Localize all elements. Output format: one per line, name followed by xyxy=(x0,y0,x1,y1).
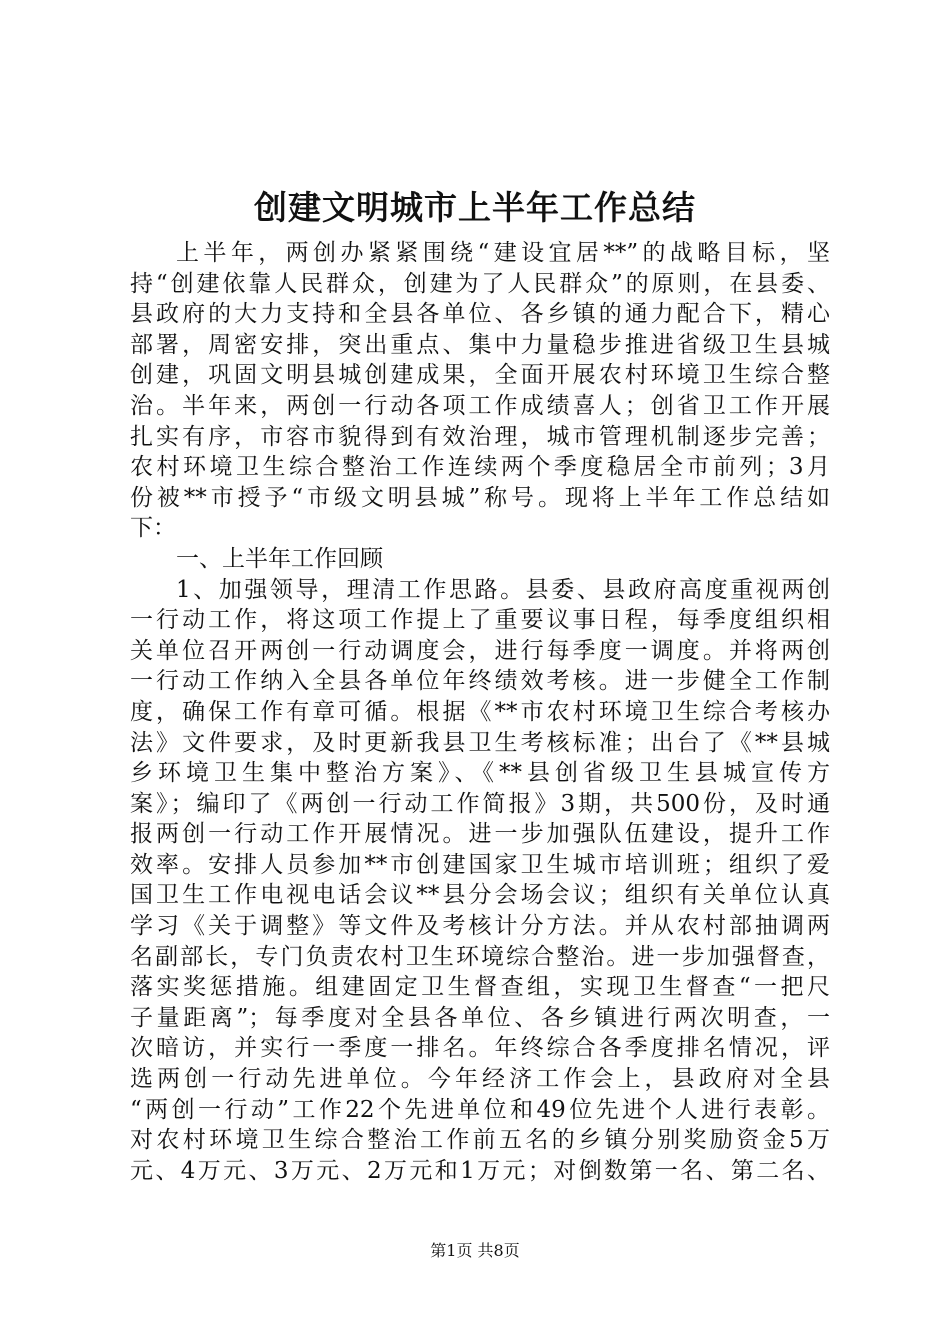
paragraph-line: 案》；编印了《两创一行动工作简报》3期，共500份，及时通 xyxy=(130,790,830,817)
paragraph-line: 乡环境卫生集中整治方案》、《**县创省级卫生县城宣传方 xyxy=(130,760,830,787)
paragraph-line: 一行动工作，将这项工作提上了重要议事日程，每季度组织相 xyxy=(130,607,830,634)
paragraph-line: 扎实有序，市容市貌得到有效治理，城市管理机制逐步完善； xyxy=(130,423,830,450)
paragraph-line: 部署，周密安排，突出重点、集中力量稳步推进省级卫生县城 xyxy=(130,331,830,358)
paragraph-line: 1、加强领导，理清工作思路。县委、县政府高度重视两创 xyxy=(176,576,830,603)
paragraph-line: 创建，巩固文明县城创建成果，全面开展农村环境卫生综合整 xyxy=(130,362,830,389)
paragraph-line: 下： xyxy=(130,515,176,542)
paragraph-line: 法》文件要求，及时更新我县卫生考核标准；出台了《**县城 xyxy=(130,729,830,756)
paragraph-line: “两创一行动”工作22个先进单位和49位先进个人进行表彰。 xyxy=(130,1096,830,1123)
paragraph-line: 持“创建依靠人民群众，创建为了人民群众”的原则，在县委、 xyxy=(130,270,830,297)
paragraph-line: 次暗访，并实行一季度一排名。年终综合各季度排名情况，评 xyxy=(130,1035,830,1062)
section-heading: 一、上半年工作回顾 xyxy=(176,545,383,572)
paragraph-line: 对农村环境卫生综合整治工作前五名的乡镇分别奖励资金5万 xyxy=(130,1127,830,1154)
paragraph-line: 关单位召开两创一行动调度会，进行每季度一调度。并将两创 xyxy=(130,637,830,664)
paragraph-line: 选两创一行动先进单位。今年经济工作会上，县政府对全县 xyxy=(130,1066,830,1093)
paragraph-line: 报两创一行动工作开展情况。进一步加强队伍建设，提升工作 xyxy=(130,821,830,848)
paragraph-line: 国卫生工作电视电话会议**县分会场会议；组织有关单位认真 xyxy=(130,882,830,909)
paragraph-line: 上半年，两创办紧紧围绕“建设宜居**”的战略目标，坚 xyxy=(176,240,830,266)
paragraph-line: 治。半年来，两创一行动各项工作成绩喜人；创省卫工作开展 xyxy=(130,392,830,419)
paragraph-line: 子量距离”；每季度对全县各单位、各乡镇进行两次明查，一 xyxy=(130,1004,830,1031)
document-body xyxy=(130,238,830,1186)
paragraph-line: 学习《关于调整》等文件及考核计分方法。并从农村部抽调两 xyxy=(130,913,830,940)
paragraph-line: 效率。安排人员参加**市创建国家卫生城市培训班；组织了爱 xyxy=(130,851,830,878)
document-title: 创建文明城市上半年工作总结 xyxy=(254,188,696,227)
paragraph-line: 一行动工作纳入全县各单位年终绩效考核。进一步健全工作制 xyxy=(130,668,830,695)
page-number-footer: 第1页 共8页 xyxy=(430,1241,520,1260)
paragraph-line: 落实奖惩措施。组建固定卫生督查组，实现卫生督查“一把尺 xyxy=(130,974,830,1001)
paragraph-line: 度，确保工作有章可循。根据《**市农村环境卫生综合考核办 xyxy=(130,698,830,725)
paragraph-line: 元、4万元、3万元、2万元和1万元；对倒数第一名、第二名、 xyxy=(130,1157,830,1184)
paragraph-line: 名副部长，专门负责农村卫生环境综合整治。进一步加强督查， xyxy=(130,943,830,970)
paragraph-line: 农村环境卫生综合整治工作连续两个季度稳居全市前列；3月 xyxy=(130,454,830,481)
paragraph-line: 县政府的大力支持和全县各单位、各乡镇的通力配合下，精心 xyxy=(130,301,830,328)
paragraph-line: 份被**市授予“市级文明县城”称号。现将上半年工作总结如 xyxy=(130,484,830,511)
